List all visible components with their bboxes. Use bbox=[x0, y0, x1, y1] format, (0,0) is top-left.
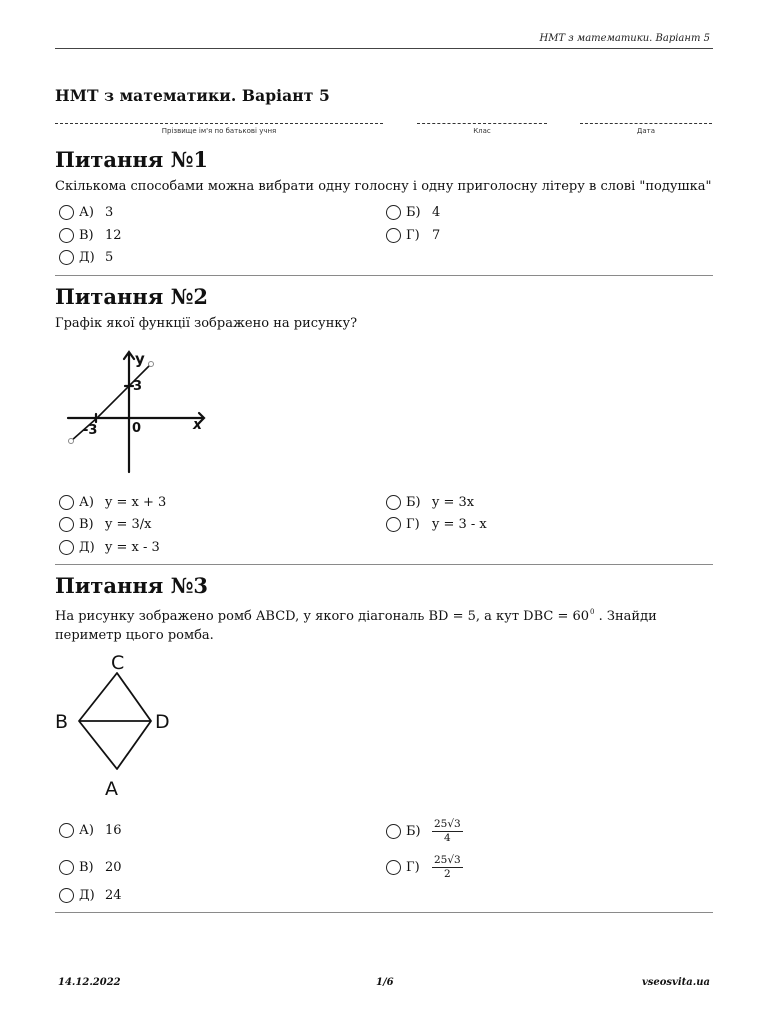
question-3-option-a[interactable] bbox=[59, 820, 122, 840]
student-name-line bbox=[55, 123, 383, 124]
option-value: 12 bbox=[105, 227, 122, 243]
option-letter: Г) bbox=[406, 516, 420, 532]
option-value: 24 bbox=[105, 887, 122, 903]
option-letter: Б) bbox=[406, 494, 421, 510]
footer-date: 14.12.2022 bbox=[58, 977, 121, 988]
option-letter: А) bbox=[79, 822, 94, 838]
degree-mark: 0 bbox=[590, 608, 595, 616]
option-value: 3 bbox=[105, 204, 114, 220]
x-tick-label: -3 bbox=[83, 423, 98, 438]
class-field[interactable] bbox=[417, 117, 547, 141]
date-line bbox=[580, 123, 712, 124]
option-value: 5 bbox=[105, 249, 114, 265]
radio-button[interactable] bbox=[59, 228, 74, 243]
option-letter: А) bbox=[79, 494, 94, 510]
option-letter: В) bbox=[79, 859, 94, 875]
x-axis-label: x bbox=[193, 417, 203, 433]
radio-button[interactable] bbox=[59, 517, 74, 532]
option-letter: А) bbox=[79, 204, 94, 220]
fraction-denominator: 4 bbox=[444, 831, 451, 844]
question-1-title: Питання №1 bbox=[55, 147, 209, 172]
option-fraction bbox=[432, 818, 463, 845]
option-value: y = x - 3 bbox=[105, 539, 160, 555]
question-3-option-g[interactable] bbox=[386, 853, 463, 881]
radio-button[interactable] bbox=[386, 495, 401, 510]
option-letter: Д) bbox=[79, 887, 95, 903]
radio-button[interactable] bbox=[59, 205, 74, 220]
option-value: y = 3x bbox=[432, 494, 475, 510]
question-3-option-b[interactable] bbox=[386, 817, 463, 845]
question-1-option-d[interactable] bbox=[59, 247, 113, 267]
question-3-text-end: . Знайди периметр цього ромба. bbox=[55, 609, 657, 643]
question-divider bbox=[55, 564, 713, 565]
question-3-text-start: На рисунку зображено ромб ABCD, у якого діагональ BD = 5, а кут DBC = 60 bbox=[55, 609, 590, 624]
option-value: y = x + 3 bbox=[105, 494, 167, 510]
question-1 bbox=[55, 147, 713, 265]
question-3-option-v[interactable] bbox=[59, 857, 122, 877]
question-2-option-d[interactable] bbox=[59, 537, 160, 557]
option-value: 20 bbox=[105, 859, 122, 875]
date-caption: Дата bbox=[636, 127, 656, 135]
class-line bbox=[417, 123, 547, 124]
date-field[interactable] bbox=[580, 117, 712, 141]
line-endpoint bbox=[69, 439, 74, 444]
origin-label: 0 bbox=[132, 421, 142, 436]
radio-button[interactable] bbox=[386, 860, 401, 875]
y-tick-label: 3 bbox=[133, 379, 143, 394]
question-3-option-d[interactable] bbox=[59, 885, 122, 905]
option-value: 4 bbox=[432, 204, 441, 220]
radio-button[interactable] bbox=[59, 888, 74, 903]
radio-button[interactable] bbox=[59, 540, 74, 555]
y-axis-label: y bbox=[135, 350, 145, 368]
option-letter: Б) bbox=[406, 204, 421, 220]
question-1-option-a[interactable] bbox=[59, 202, 113, 222]
option-letter: Б) bbox=[406, 823, 421, 839]
option-letter: В) bbox=[79, 227, 94, 243]
question-1-option-g[interactable] bbox=[386, 225, 440, 245]
header-rule bbox=[55, 48, 713, 49]
line-endpoint bbox=[149, 362, 154, 367]
question-2-text: Графік якої функції зображено на рисунку? bbox=[55, 316, 358, 331]
radio-button[interactable] bbox=[386, 517, 401, 532]
fraction-numerator: 25√3 bbox=[434, 853, 461, 866]
radio-button[interactable] bbox=[386, 824, 401, 839]
question-2-option-b[interactable] bbox=[386, 492, 474, 512]
question-3-title: Питання №3 bbox=[55, 573, 209, 598]
option-letter: Д) bbox=[79, 539, 95, 555]
option-fraction bbox=[432, 854, 463, 881]
radio-button[interactable] bbox=[59, 250, 74, 265]
question-3-rhombus-figure bbox=[55, 655, 175, 800]
vertex-b-label: B bbox=[55, 711, 69, 733]
radio-button[interactable] bbox=[386, 205, 401, 220]
question-divider bbox=[55, 912, 713, 913]
option-value: y = 3 - x bbox=[432, 516, 487, 532]
question-2-option-g[interactable] bbox=[386, 514, 487, 534]
option-letter: Г) bbox=[406, 227, 420, 243]
student-name-caption: Прізвище ім'я по батькові учня bbox=[161, 127, 277, 135]
radio-button[interactable] bbox=[386, 228, 401, 243]
question-1-option-v[interactable] bbox=[59, 225, 122, 245]
question-2 bbox=[55, 284, 713, 555]
running-header: НМТ з математики. Варіант 5 bbox=[539, 33, 710, 44]
vertex-d-label: D bbox=[155, 711, 170, 733]
question-1-text: Скількома способами можна вибрати одну голосну і одну приголосну літеру в слові "подушка" bbox=[55, 179, 712, 194]
student-name-field[interactable] bbox=[55, 117, 383, 141]
option-value: y = 3/x bbox=[105, 516, 152, 532]
question-2-graph-figure bbox=[63, 348, 213, 476]
fraction-denominator: 2 bbox=[444, 867, 451, 880]
question-1-option-b[interactable] bbox=[386, 202, 440, 222]
option-letter: В) bbox=[79, 516, 94, 532]
question-2-option-a[interactable] bbox=[59, 492, 166, 512]
question-3-text bbox=[55, 603, 675, 645]
option-value: 16 bbox=[105, 822, 122, 838]
footer-page-number: 1/6 bbox=[376, 977, 394, 988]
document-title: НМТ з математики. Варіант 5 bbox=[55, 86, 330, 105]
radio-button[interactable] bbox=[59, 860, 74, 875]
question-3 bbox=[55, 573, 713, 903]
vertex-a-label: A bbox=[105, 778, 118, 800]
question-2-option-v[interactable] bbox=[59, 514, 151, 534]
footer-site[interactable]: vseosvita.ua bbox=[641, 977, 710, 988]
option-value: 7 bbox=[432, 227, 441, 243]
radio-button[interactable] bbox=[59, 495, 74, 510]
question-divider bbox=[55, 275, 713, 276]
option-letter: Г) bbox=[406, 859, 420, 875]
question-2-title: Питання №2 bbox=[55, 284, 209, 309]
vertex-c-label: C bbox=[111, 655, 125, 674]
class-caption: Клас bbox=[473, 127, 491, 135]
fraction-numerator: 25√3 bbox=[434, 817, 461, 830]
option-letter: Д) bbox=[79, 249, 95, 265]
radio-button[interactable] bbox=[59, 823, 74, 838]
